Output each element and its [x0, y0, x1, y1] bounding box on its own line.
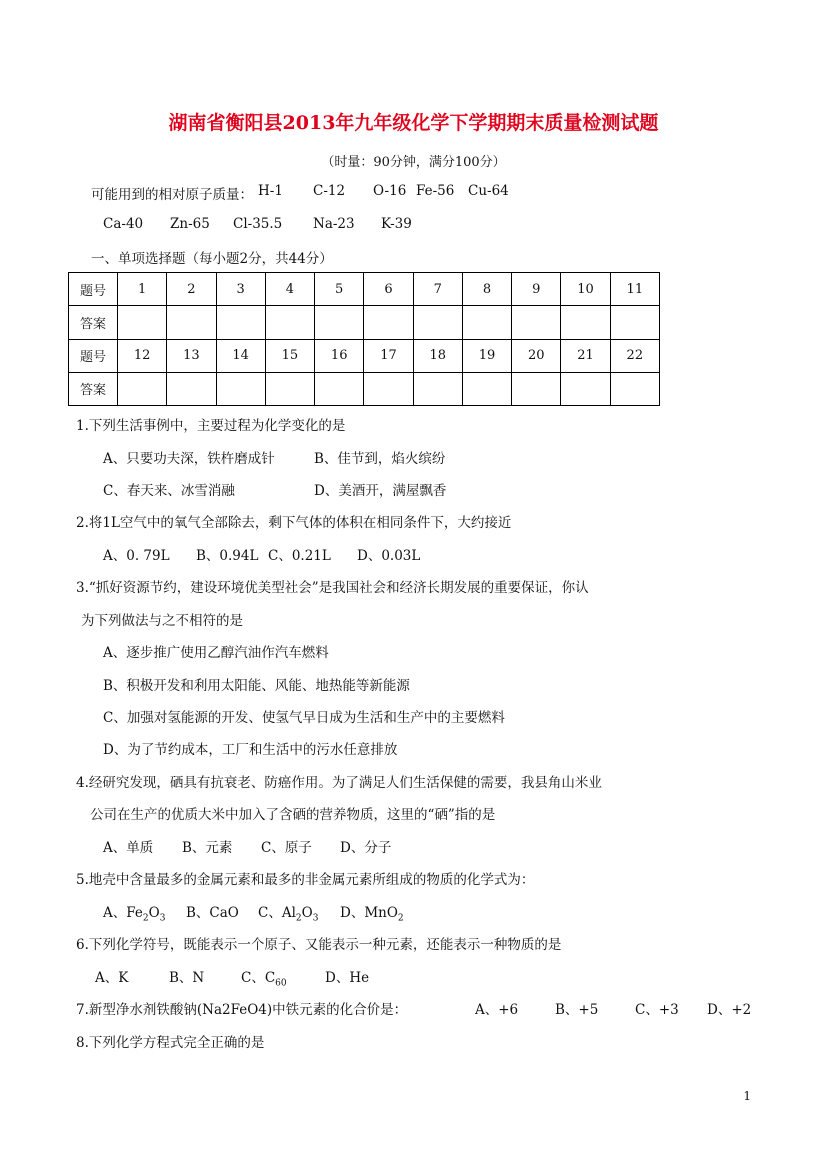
option-a: A、+6 — [475, 1002, 519, 1018]
question-number-cell: 14 — [216, 339, 265, 372]
option-c: C、+3 — [635, 1002, 679, 1018]
answer-cell[interactable] — [118, 372, 167, 405]
table-row — [69, 339, 660, 372]
atomic-mass-item: C-12 — [313, 183, 346, 199]
atomic-mass-item: Na-23 — [313, 216, 355, 232]
atomic-mass-item: Cl-35.5 — [233, 216, 283, 232]
question-stem: 7.新型净水剂铁酸钠(Na2FeO4)中铁元素的化合价是： — [76, 1002, 408, 1018]
question-number-cell: 5 — [315, 273, 364, 306]
option-a: A、$Fe_2O_3$ — [103, 905, 166, 924]
answer-cell[interactable] — [561, 372, 610, 405]
question-number-cell: 22 — [610, 339, 659, 372]
question-number-cell: 9 — [512, 273, 561, 306]
option-d: D、MnO$_2$ — [340, 905, 404, 924]
atomic-mass-item: O-16 — [373, 183, 407, 199]
answer-cell[interactable] — [413, 306, 462, 339]
answer-cell[interactable] — [167, 306, 216, 339]
option-c: C、$C_{60}$ — [241, 970, 287, 989]
option-c: C、0.21L — [268, 548, 331, 564]
answer-cell[interactable] — [413, 372, 462, 405]
exam-time-score: （时量：90分钟，满分100分） — [321, 155, 506, 170]
answer-cell[interactable] — [118, 306, 167, 339]
atomic-mass-item: Zn-65 — [170, 216, 210, 232]
question-number-cell: 4 — [265, 273, 314, 306]
option-c: C、原子 — [261, 840, 312, 856]
question-stem-continued: 公司在生产的优质大米中加入了含硒的营养物质，这里的“硒”指的是 — [90, 807, 496, 823]
answer-header-cell: 答案 — [69, 306, 118, 339]
page-number: 1 — [743, 1089, 751, 1103]
question-number-cell: 6 — [364, 273, 413, 306]
question-number-cell: 2 — [167, 273, 216, 306]
answer-cell[interactable] — [216, 372, 265, 405]
atomic-mass-item: K-39 — [381, 216, 412, 232]
question-number-cell: 12 — [118, 339, 167, 372]
atomic-mass-item: Cu-64 — [468, 183, 509, 199]
answer-cell[interactable] — [216, 306, 265, 339]
answer-cell[interactable] — [512, 306, 561, 339]
section-heading: 一、单项选择题（每小题2分，共44分） — [91, 251, 333, 267]
answer-cell[interactable] — [561, 306, 610, 339]
answer-cell[interactable] — [364, 306, 413, 339]
question-number-cell: 10 — [561, 273, 610, 306]
option-d: D、美酒开，满屋飘香 — [314, 483, 447, 499]
option-d: D、He — [325, 970, 370, 986]
answer-cell[interactable] — [167, 372, 216, 405]
question-number-cell: 15 — [265, 339, 314, 372]
question-stem: 6.下列化学符号，既能表示一个原子、又能表示一种元素，还能表示一种物质的是 — [76, 937, 562, 953]
answer-grid — [68, 272, 660, 406]
question-number-cell: 3 — [216, 273, 265, 306]
atomic-mass-item: H-1 — [258, 183, 283, 199]
answer-cell[interactable] — [315, 306, 364, 339]
question-number-cell: 11 — [610, 273, 659, 306]
question-stem: 1.下列生活事例中，主要过程为化学变化的是 — [76, 418, 346, 434]
option-b: B、元素 — [182, 840, 233, 856]
option-b: B、佳节到，焰火缤纷 — [314, 451, 446, 467]
question-number-cell: 18 — [413, 339, 462, 372]
number-header-cell: 题号 — [69, 273, 118, 306]
option-b: B、N — [169, 970, 205, 986]
answer-cell[interactable] — [512, 372, 561, 405]
option-a: A、逐步推广使用乙醇汽油作汽车燃料 — [103, 645, 329, 661]
table-row — [69, 273, 660, 306]
option-a: A、只要功夫深，铁杵磨成针 — [103, 451, 275, 467]
answer-cell[interactable] — [364, 372, 413, 405]
question-number-cell: 1 — [118, 273, 167, 306]
question-number-cell: 21 — [561, 339, 610, 372]
atomic-mass-label: 可能用到的相对原子质量： — [91, 187, 253, 203]
answer-cell[interactable] — [315, 372, 364, 405]
question-number-cell: 8 — [462, 273, 511, 306]
question-number-cell: 7 — [413, 273, 462, 306]
option-b: B、CaO — [186, 905, 239, 921]
option-d: D、+2 — [707, 1002, 752, 1018]
number-header-cell: 题号 — [69, 339, 118, 372]
question-stem: 3.“抓好资源节约，建设环境优美型社会”是我国社会和经济长期发展的重要保证，你认 — [76, 580, 589, 596]
option-c: C、$Al_2O_3$ — [258, 905, 319, 924]
option-a: A、单质 — [103, 840, 154, 856]
answer-cell[interactable] — [265, 306, 314, 339]
question-number-cell: 17 — [364, 339, 413, 372]
question-number-cell: 13 — [167, 339, 216, 372]
option-a: A、0. 79L — [103, 548, 170, 564]
question-number-cell: 19 — [462, 339, 511, 372]
answer-header-cell: 答案 — [69, 372, 118, 405]
option-a: A、K — [95, 970, 129, 986]
option-c: C、春天来、冰雪消融 — [103, 483, 235, 499]
option-d: D、0.03L — [357, 548, 421, 564]
question-stem: 4.经研究发现，硒具有抗衰老、防癌作用。为了满足人们生活保健的需要，我县角山米业 — [76, 775, 602, 791]
atomic-mass-item: Ca-40 — [103, 216, 144, 232]
question-number-cell: 20 — [512, 339, 561, 372]
question-stem: 8.下列化学方程式完全正确的是 — [76, 1035, 265, 1051]
table-row — [69, 372, 660, 405]
document-title: 湖南省衡阳县2013年九年级化学下学期期末质量检测试题 — [168, 112, 659, 134]
table-row — [69, 306, 660, 339]
option-d: D、分子 — [340, 840, 392, 856]
option-d: D、为了节约成本，工厂和生活中的污水任意排放 — [103, 742, 398, 758]
question-stem: 5.地壳中含量最多的金属元素和最多的非金属元素所组成的物质的化学式为： — [76, 872, 535, 888]
answer-cell[interactable] — [610, 372, 659, 405]
option-c: C、加强对氢能源的开发、使氢气早日成为生活和生产中的主要燃料 — [103, 710, 505, 726]
question-stem: 2.将1L空气中的氧气全部除去，剩下气体的体积在相同条件下，大约接近 — [76, 515, 512, 531]
option-b: B、积极开发和利用太阳能、风能、地热能等新能源 — [103, 678, 410, 694]
question-number-cell: 16 — [315, 339, 364, 372]
answer-cell[interactable] — [462, 306, 511, 339]
question-stem-continued: 为下列做法与之不相符的是 — [81, 613, 243, 629]
option-b: B、0.94L — [196, 548, 259, 564]
option-b: B、+5 — [555, 1002, 599, 1018]
answer-cell[interactable] — [265, 372, 314, 405]
atomic-mass-item: Fe-56 — [416, 183, 455, 199]
answer-cell[interactable] — [462, 372, 511, 405]
answer-cell[interactable] — [610, 306, 659, 339]
